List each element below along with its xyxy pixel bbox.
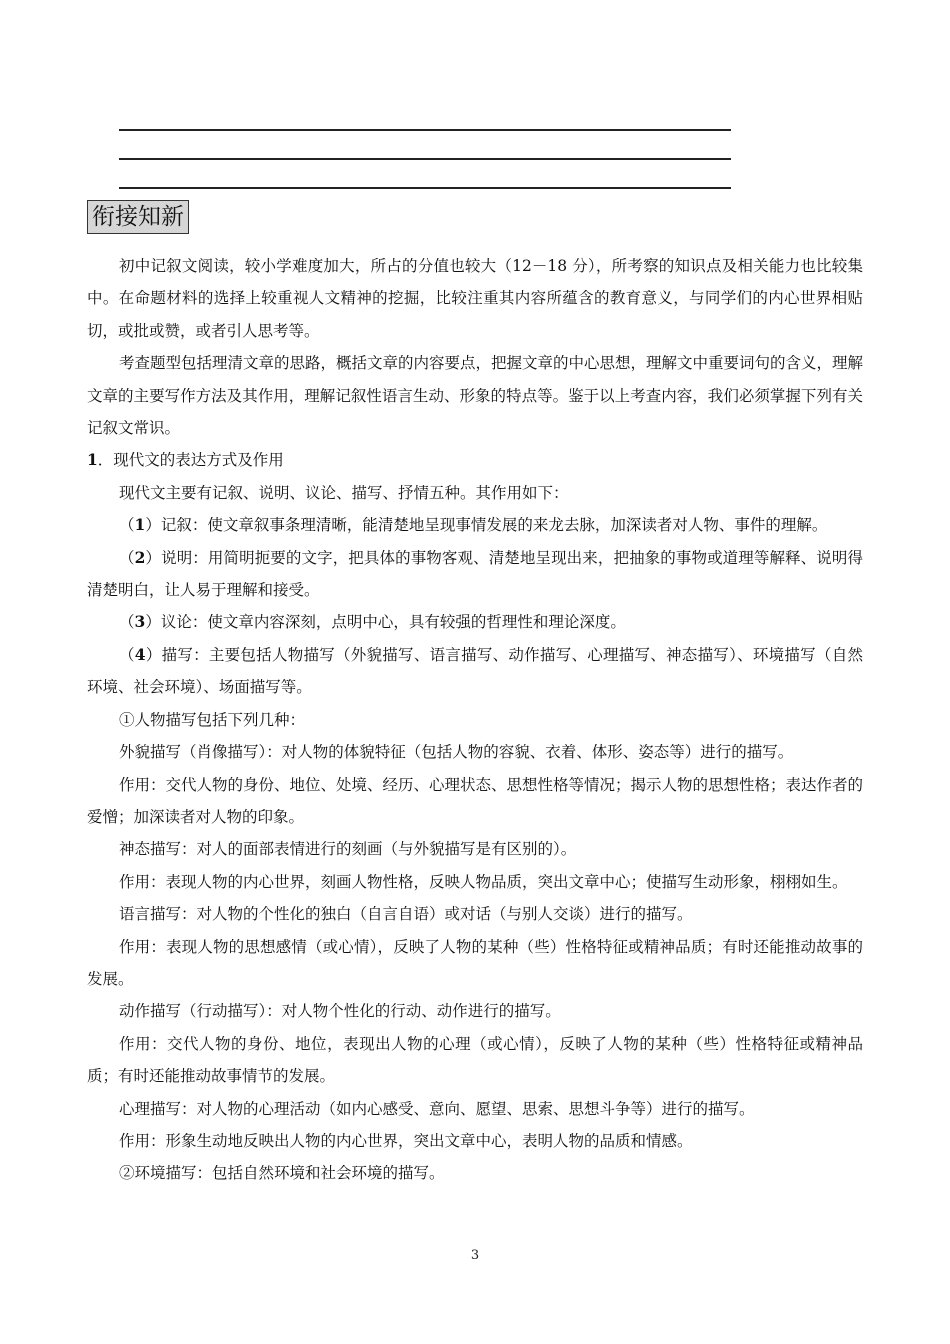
intro-paragraph: 现代文主要有记叙、说明、议论、描写、抒情五种。其作用如下： — [119, 483, 569, 502]
detail-paragraph-7: 作用：表现人物的思想感情（或心情），反映了人物的某种（些）性格特征或精神品质；有时还能推动故事的发展。 — [87, 937, 863, 988]
document-body — [87, 250, 863, 1190]
list-item-1: （1）记叙：使文章叙事条理清晰，能清楚地呈现事情发展的来龙去脉，加深读者对人物、事件的理解。 — [119, 515, 828, 535]
section-heading — [87, 444, 863, 476]
answer-line-3 — [119, 187, 731, 189]
detail-paragraph-10: 心理描写：对人物的心理活动（如内心感受、意向、愿望、思索、思想斗争等）进行的描写。 — [119, 1099, 755, 1118]
section-title-box — [87, 200, 189, 234]
detail-paragraph-12: ②环境描写：包括自然环境和社会环境的描写。 — [119, 1164, 445, 1183]
detail-paragraph-6: 语言描写：对人物的个性化的独白（自言自语）或对话（与别人交谈）进行的描写。 — [119, 905, 693, 924]
detail-paragraph-1: ①人物描写包括下列几种： — [119, 710, 306, 729]
list-item-2: （2）说明：用简明扼要的文字，把具体的事物客观、清楚地呈现出来，把抽象的事物或道理等解释、说明得清楚明白，让人易于理解和接受。 — [87, 547, 863, 600]
answer-line-2 — [119, 158, 731, 160]
paragraph-1: 初中记叙文阅读，较小学难度加大，所占的分值也较大（12－18 分），所考察的知识点及相关能力也比较集中。在命题材料的选择上较重视人文精神的挖掘，比较注重其内容所蕴含的教育意义，与同学们的内心世界相贴切，或批或赞，或者引人思考等。 — [87, 257, 863, 340]
section-title: 衔接知新 — [92, 204, 184, 230]
detail-paragraph-5: 作用：表现人物的内心世界，刻画人物性格，反映人物品质，突出文章中心；使描写生动形象，栩栩如生。 — [119, 872, 848, 891]
detail-paragraph-11: 作用：形象生动地反映出人物的内心世界，突出文章中心，表明人物的品质和情感。 — [119, 1131, 693, 1150]
detail-paragraph-9: 作用：交代人物的身份、地位，表现出人物的心理（或心情），反映了人物的某种（些）性格特征或精神品质；有时还能推动故事情节的发展。 — [87, 1034, 863, 1086]
detail-paragraph-3: 作用：交代人物的身份、地位、处境、经历、心理状态、思想性格等情况；揭示人物的思想性格；表达作者的爱憎；加深读者对人物的印象。 — [87, 775, 864, 826]
list-item-4: （4）描写：主要包括人物描写（外貌描写、语言描写、动作描写、心理描写、神态描写）、环境描写（自然环境、社会环境）、场面描写等。 — [87, 644, 863, 697]
list-item-3: （3）议论：使文章内容深刻，点明中心，具有较强的哲理性和理论深度。 — [119, 612, 626, 632]
answer-line-1 — [119, 129, 731, 131]
paragraph-2: 考查题型包括理清文章的思路，概括文章的内容要点，把握文章的中心思想，理解文中重要词句的含义，理解文章的主要写作方法及其作用，理解记叙性语言生动、形象的特点等。鉴于以上考查内容，我们必须掌握下列有关记叙文常识。 — [87, 354, 864, 438]
heading-text: ．现代文的表达方式及作用 — [97, 451, 284, 470]
page-number: 3 — [470, 1248, 480, 1263]
detail-paragraph-4: 神态描写：对人的面部表情进行的刻画（与外貌描写是有区别的）。 — [119, 840, 577, 859]
detail-paragraph-8: 动作描写（行动描写）：对人物个性化的行动、动作进行的描写。 — [119, 1002, 561, 1021]
detail-paragraph-2: 外貌描写（肖像描写）：对人物的体貌特征（包括人物的容貌、衣着、体形、姿态等）进行的描写。 — [119, 743, 794, 762]
heading-number: 1 — [87, 450, 98, 470]
